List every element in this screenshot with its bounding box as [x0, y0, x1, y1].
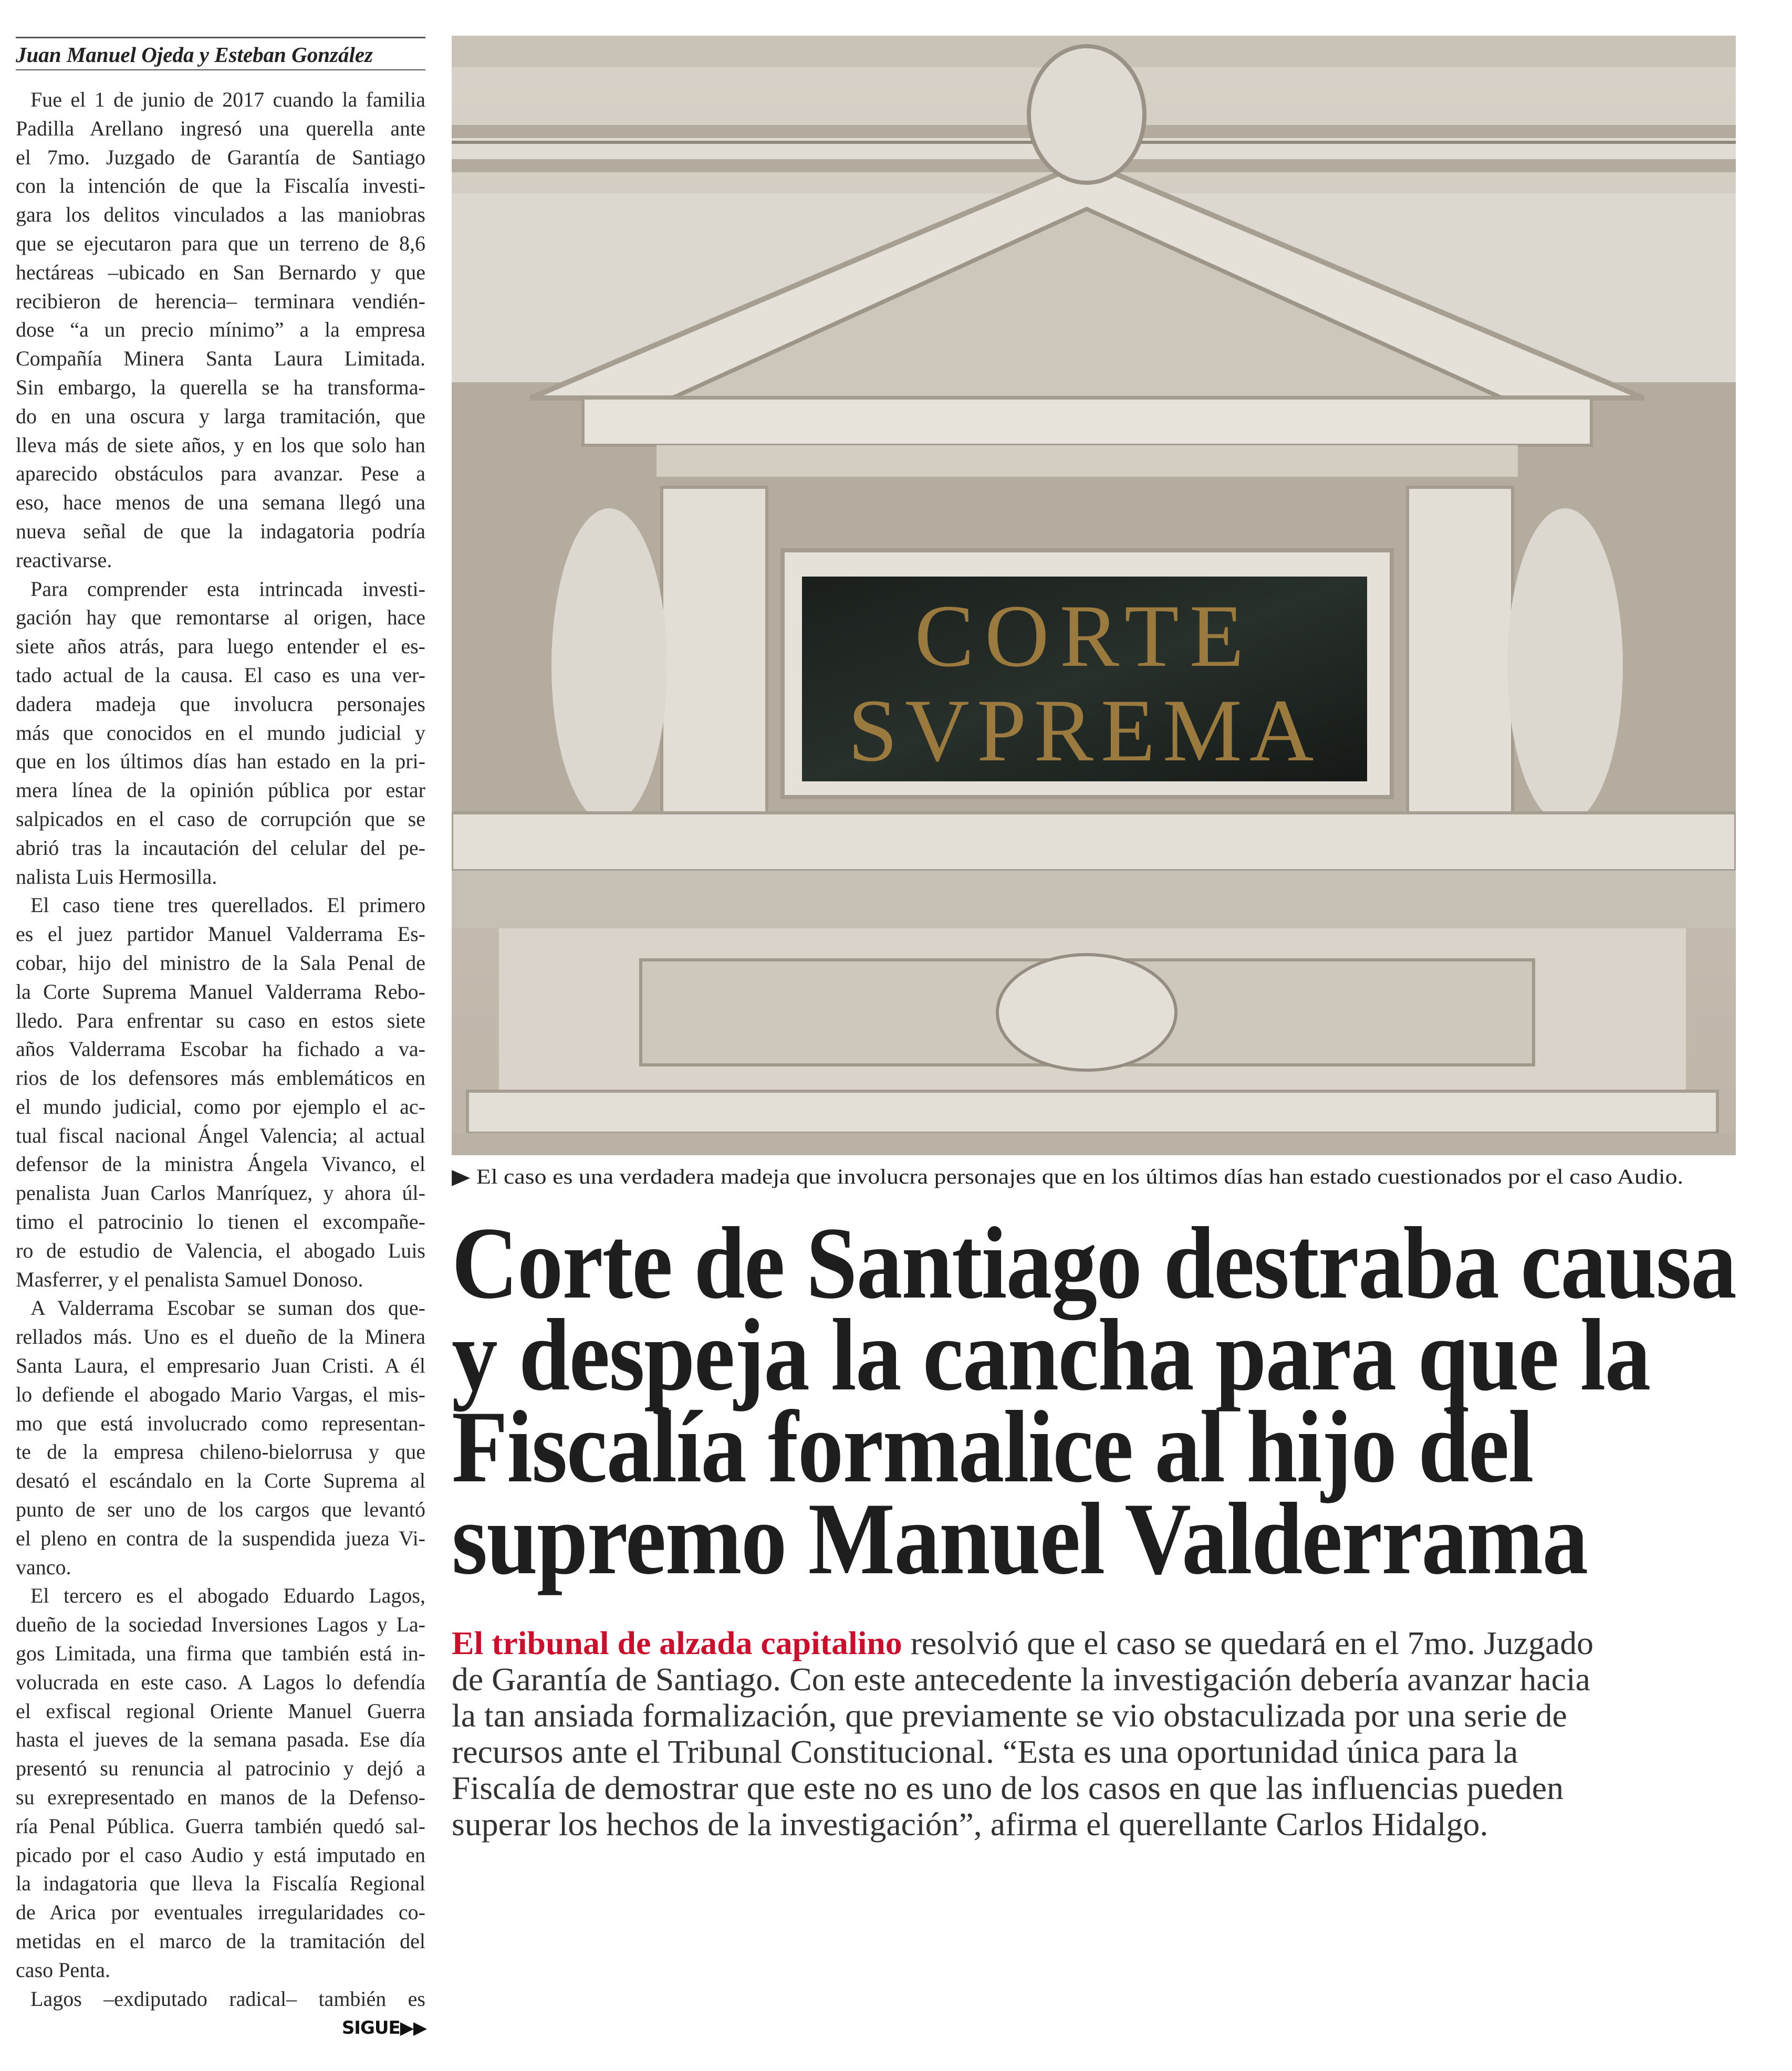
double-play-arrow-icon: ▶▶: [400, 2017, 426, 2038]
body-line: gara los delitos vinculados a las maniobras: [16, 203, 425, 227]
headline-line: y despeja la cancha para que la: [452, 1298, 1650, 1412]
body-line: El caso tiene tres querellados. El primero: [30, 893, 425, 917]
body-line: el pleno en contra de la suspendida jueza Vi-: [16, 1526, 425, 1550]
body-line: te de la empresa chileno-bielorrusa y que: [16, 1440, 425, 1464]
body-line: recibieron de herencia– terminara vendién-: [16, 289, 425, 313]
plaque-text-line1: CORTE: [914, 587, 1255, 685]
dek-line: Fiscalía de demostrar que este no es uno de los casos en que las influencias pueden: [452, 1771, 1564, 1806]
dek-summary: [452, 1626, 1594, 1843]
body-line: desató el escándalo en la Corte Suprema al: [16, 1469, 425, 1493]
body-line: defensor de la ministra Ángela Vivanco, el: [16, 1152, 425, 1176]
photo-caption: [452, 1162, 1683, 1192]
body-line: Padilla Arellano ingresó una querella ante: [16, 116, 425, 140]
dek-lead: El tribunal de alzada capitalino: [452, 1626, 902, 1661]
headline-line: Corte de Santiago destraba causa: [452, 1206, 1736, 1320]
body-line: más que conocidos en el mundo judicial y: [16, 720, 425, 745]
body-line: timo el patrocinio lo tienen el excompañe-: [16, 1210, 425, 1234]
dek-line: superar los hechos de la investigación”, afirma el querellante Carlos Hidalgo.: [452, 1807, 1488, 1843]
body-line: lo defiende el abogado Mario Vargas, el mis-: [16, 1382, 425, 1406]
body-line: gos Limitada, una firma que también está in-: [16, 1641, 425, 1666]
body-line: presentó su renuncia al patrocinio y dejó a: [16, 1756, 425, 1781]
plaque-text-line2: SVPREMA: [848, 681, 1321, 780]
continues-label: SIGUE: [341, 2017, 400, 2038]
body-line: que se ejecutaron para que un terreno de 8,6: [16, 231, 425, 255]
body-line: volucrada en este caso. A Lagos lo defendía: [16, 1670, 425, 1694]
caption-text: El caso es una verdadera madeja que involucra personajes que en los últimos días han estado cuestionados por el caso Audio.: [476, 1165, 1683, 1188]
body-line: rellados más. Uno es el dueño de la Minera: [16, 1325, 425, 1349]
continues-link[interactable]: [315, 2017, 426, 2038]
body-line: nalista Luis Hermosilla.: [16, 864, 217, 888]
body-line: dose “a un precio mínimo” a la empresa: [16, 318, 425, 342]
article-body: [16, 86, 425, 2013]
body-line: lleva más de siete años, y en los que solo han: [16, 433, 425, 457]
body-line: Masferrer, y el penalista Samuel Donoso.: [16, 1267, 363, 1291]
body-line: metidas en el marco de la tramitación del: [16, 1929, 425, 1953]
body-line: cobar, hijo del ministro de la Sala Penal de: [16, 950, 425, 975]
body-line: eso, hace menos de una semana llegó una: [16, 490, 425, 515]
body-line: dadera madeja que involucra personajes: [16, 692, 425, 716]
body-line: A Valderrama Escobar se suman dos que-: [30, 1296, 425, 1320]
body-line: años Valderrama Escobar ha fichado a va-: [16, 1037, 425, 1061]
headline: [452, 1206, 1792, 1596]
body-line: Lagos –exdiputado radical– también es: [30, 1986, 425, 2011]
dek-line: recursos ante el Tribunal Constitucional. “Esta es una oportunidad única para la: [452, 1734, 1518, 1770]
body-line: gación hay que remontarse al origen, hace: [16, 605, 425, 630]
body-line: Santa Laura, el empresario Juan Cristi. A él: [16, 1354, 425, 1378]
body-line: el mundo judicial, como por ejemplo el ac-: [16, 1094, 425, 1118]
body-line: El tercero es el abogado Eduardo Lagos,: [30, 1584, 425, 1608]
body-line: picado por el caso Audio y está imputado en: [16, 1843, 425, 1867]
body-line: la Corte Suprema Manuel Valderrama Rebo-: [16, 979, 425, 1003]
byline-bottom-rule: [16, 69, 425, 70]
body-line: mo que está involucrado como representan-: [16, 1411, 425, 1435]
byline: Juan Manuel Ojeda y Esteban González: [16, 43, 373, 67]
body-line: Sin embargo, la querella se ha transforma-: [16, 375, 425, 399]
body-line: nueva señal de que la indagatoria podría: [16, 519, 425, 543]
body-line: aparecido obstáculos para avanzar. Pese a: [16, 462, 425, 486]
body-line: ro de estudio de Valencia, el abogado Luis: [16, 1238, 425, 1262]
body-line: Compañía Minera Santa Laura Limitada.: [16, 347, 425, 371]
headline-line: Fiscalía formalice al hijo del: [452, 1390, 1533, 1504]
body-line: lledo. Para enfrentar su caso en estos siete: [16, 1008, 425, 1032]
body-line: vanco.: [16, 1555, 71, 1579]
body-line: con la intención de que la Fiscalía investi-: [16, 174, 425, 198]
body-line: siete años atrás, para luego entender el es-: [16, 634, 425, 658]
body-line: ría Penal Pública. Guerra también quedó sal-: [16, 1814, 425, 1838]
headline-line: supremo Manuel Valderrama: [452, 1482, 1588, 1596]
body-line: mera línea de la opinión pública por estar: [16, 778, 425, 802]
body-line: hasta el jueves de la semana pasada. Ese día: [16, 1728, 425, 1752]
body-line: su exrepresentado en manos de la Defenso-: [16, 1785, 425, 1809]
body-line: salpicados en el caso de corrupción que se: [16, 807, 425, 831]
body-line: tado actual de la causa. El caso es una ver-: [16, 663, 425, 687]
body-line: el exfiscal regional Oriente Manuel Guerra: [16, 1699, 425, 1723]
body-line: es el juez partidor Manuel Valderrama Es-: [16, 922, 425, 946]
body-line: Para comprender esta intrincada investi-: [30, 577, 425, 601]
body-line: de Arica por eventuales irregularidades co-: [16, 1900, 425, 1924]
body-line: Fue el 1 de junio de 2017 cuando la familia: [30, 88, 425, 111]
body-line: el 7mo. Juzgado de Garantía de Santiago: [16, 145, 425, 169]
body-line: rios de los defensores más emblemáticos en: [16, 1066, 425, 1090]
dek-line: El tribunal de alzada capitalino resolvió que el caso se quedará en el 7mo. Juzgado: [452, 1626, 1594, 1661]
body-line: do en una oscura y larga tramitación, que: [16, 404, 425, 428]
body-line: reactivarse.: [16, 548, 112, 572]
byline-top-rule: [16, 37, 425, 38]
corte-suprema-facade-image: [452, 36, 1736, 1155]
body-line: caso Penta.: [16, 1958, 110, 1982]
body-line: tual fiscal nacional Ángel Valencia; al actual: [16, 1123, 425, 1147]
body-line: que en los últimos días han estado en la pri-: [16, 749, 425, 773]
body-line: punto de ser uno de los cargos que levantó: [16, 1498, 425, 1522]
body-line: la indagatoria que lleva la Fiscalía Regional: [16, 1871, 425, 1896]
dek-line: la tan ansiada formalización, que previamente se vio obstaculizada por una serie de: [452, 1698, 1567, 1734]
play-arrow-icon: ▶: [452, 1165, 476, 1188]
body-line: hectáreas –ubicado en San Bernardo y que: [16, 260, 425, 284]
body-line: penalista Juan Carlos Manríquez, y ahora úl-: [16, 1181, 425, 1205]
body-line: abrió tras la incautación del celular del pe-: [16, 835, 425, 860]
body-line: dueño de la sociedad Inversiones Lagos y La-: [16, 1613, 425, 1637]
article-photo: [452, 36, 1736, 1155]
dek-line: de Garantía de Santiago. Con este antecedente la investigación debería avanzar hacia: [452, 1662, 1590, 1698]
